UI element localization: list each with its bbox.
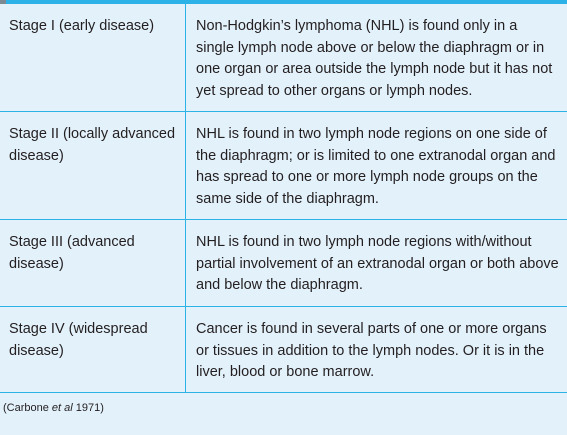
- citation-close: 1971): [72, 402, 104, 414]
- citation-italic: et al: [51, 402, 73, 414]
- table-row: [0, 307, 567, 393]
- citation-footnote: [3, 401, 104, 415]
- table-row: [0, 220, 567, 307]
- column-divider: [185, 307, 186, 392]
- column-divider: [185, 220, 186, 306]
- citation-open: (Carbone: [3, 402, 52, 414]
- table-row: [0, 4, 567, 112]
- description-cell: Cancer is found in several parts of one or more organs or tissues in addition to the lymph nodes. Or it is in the liver, blood or bone marrow.: [196, 321, 547, 380]
- stage-cell: Stage II (locally advanced disease): [9, 126, 176, 164]
- description-cell: NHL is found in two lymph node regions on one side of the diaphragm; or is limited to one extranodal organ and has spread to one or more lymph node groups on the same side of the diaphragm.: [196, 126, 556, 207]
- table-row: [0, 112, 567, 220]
- stage-cell: Stage I (early disease): [9, 18, 155, 34]
- staging-table: [0, 4, 567, 393]
- column-divider: [185, 4, 186, 111]
- stage-cell: Stage IV (widespread disease): [9, 321, 148, 359]
- description-cell: NHL is found in two lymph node regions with/without partial involvement of an extranodal organ or both above and below the diaphragm.: [196, 234, 559, 293]
- column-divider: [185, 112, 186, 219]
- description-cell: Non-Hodgkin’s lymphoma (NHL) is found only in a single lymph node above or below the diaphragm or in one organ or area outside the lymph node but it has not yet spread to other organs or lymph nodes.: [196, 18, 553, 99]
- stage-cell: Stage III (advanced disease): [9, 234, 135, 272]
